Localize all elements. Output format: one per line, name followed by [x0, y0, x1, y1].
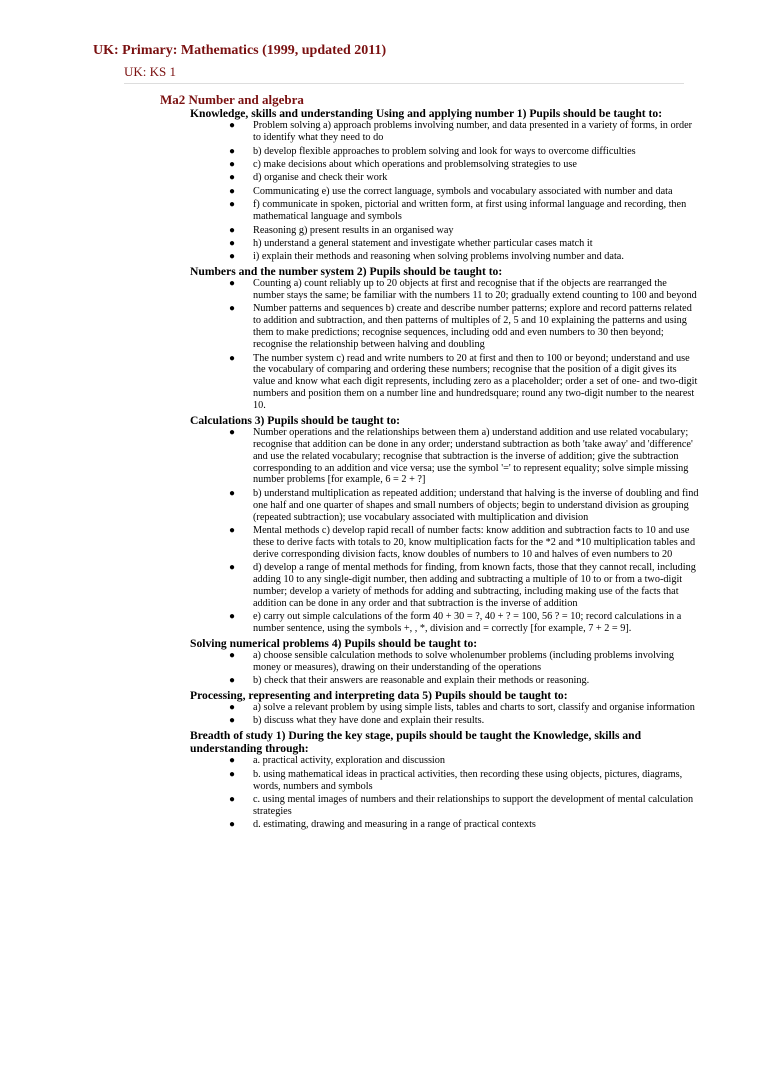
list-item	[190, 353, 700, 413]
bullet-list	[190, 650, 700, 687]
section-heading: Knowledge, skills and understanding Using and applying number 1) Pupils should be taught to:	[190, 107, 663, 120]
divider	[124, 83, 684, 84]
list-item	[190, 794, 700, 818]
list-item-text: b. using mathematical ideas in practical activities, then recording these using objects, pictures, diagrams, words, numbers and symbols	[253, 768, 683, 792]
list-item	[190, 251, 700, 263]
section	[160, 414, 700, 636]
bullet-list	[190, 278, 700, 412]
list-item	[190, 769, 700, 793]
bullet-list	[190, 755, 700, 831]
list-item	[190, 562, 700, 610]
section-heading: Numbers and the number system 2) Pupils should be taught to:	[190, 264, 503, 278]
bullet-icon: ●	[229, 172, 236, 184]
list-item	[190, 650, 700, 674]
list-item-text: b) check that their answers are reasonable and explain their methods or reasoning.	[253, 675, 590, 687]
list-item	[190, 303, 700, 351]
list-item-text: d. estimating, drawing and measuring in a range of practical contexts	[253, 819, 536, 831]
list-item	[190, 819, 700, 831]
list-item	[190, 159, 700, 171]
list-item-text: Communicating e) use the correct language, symbols and vocabulary associated with number and data	[253, 185, 673, 197]
strand-heading: Ma2 Number and algebra	[160, 92, 304, 107]
list-item-text: c. using mental images of numbers and their relationships to support the development of mental calculation strategies	[253, 794, 694, 818]
bullet-list	[190, 120, 700, 263]
list-item-text: f) communicate in spoken, pictorial and written form, at first using informal language and recording, then mathematical language and symbols	[253, 199, 687, 223]
bullet-icon: ●	[229, 303, 236, 315]
bullet-icon: ●	[229, 525, 236, 537]
bullet-icon: ●	[229, 352, 236, 364]
list-item	[190, 488, 700, 524]
list-item-text: c) make decisions about which operations and problemsolving strategies to use	[253, 159, 577, 171]
bullet-icon: ●	[229, 755, 236, 767]
list-item	[190, 611, 700, 635]
list-item	[190, 225, 700, 237]
list-item	[190, 238, 700, 250]
bullet-icon: ●	[229, 611, 236, 623]
bullet-icon: ●	[229, 794, 236, 806]
bullet-icon: ●	[229, 145, 236, 157]
sections-container	[160, 107, 700, 831]
list-item-text: Mental methods c) develop rapid recall of number facts: know addition and subtraction facts to 10 and use these to derive facts with totals to 20, know multiplication facts for the *2 and *10 multiplication tables and derive corresponding division facts, know doubles of numbers to 10 and halves of even numbers to 20	[253, 525, 696, 560]
list-item	[190, 715, 700, 727]
document-title: UK: Primary: Mathematics (1999, updated 2011)	[93, 43, 387, 58]
list-item-text: b) develop flexible approaches to problem solving and look for ways to overcome difficulties	[253, 145, 636, 157]
bullet-icon: ●	[229, 199, 236, 211]
key-stage-subtitle: UK: KS 1	[124, 64, 177, 79]
list-item	[190, 278, 700, 302]
list-item-text: Problem solving a) approach problems involving number, and data presented in a variety of forms, in order to identify what they need to do	[253, 120, 693, 144]
bullet-icon: ●	[229, 715, 236, 727]
list-item-text: h) understand a general statement and investigate whether particular cases match it	[253, 237, 593, 249]
section	[160, 689, 700, 728]
list-item-text: a) choose sensible calculation methods to solve wholenumber problems (including problems involving money or measures), drawing on their understanding of the operations	[253, 650, 675, 673]
section-heading: Calculations 3) Pupils should be taught to:	[190, 413, 401, 427]
list-item-text: d) organise and check their work	[253, 172, 388, 184]
bullet-icon: ●	[229, 251, 236, 263]
bullet-icon: ●	[229, 702, 236, 714]
bullet-icon: ●	[229, 650, 236, 662]
list-item-text: e) carry out simple calculations of the form 40 + 30 = ?, 40 + ? = 100, 56 ? = 10; record calculations in a number sentence, using the symbols +, , *, division and = correctly [for example, 7 + 2 = 9].	[253, 611, 682, 635]
list-item	[190, 172, 700, 184]
bullet-icon: ●	[229, 120, 236, 132]
list-item	[190, 427, 700, 487]
bullet-icon: ●	[229, 159, 236, 171]
list-item-text: i) explain their methods and reasoning when solving problems involving number and data.	[253, 251, 624, 263]
list-item-text: Number operations and the relationships between them a) understand addition and use related vocabulary; recognise that addition can be done in any order; understand subtraction as both 'take away' and 'difference' and use the related vocabulary; recognise that subtraction is the inverse of addition; give the subtraction corresponding to an addition and vice versa; use the symbol '=' to represent equality; solve simple missing number problems [for example, 6 = 2 + ?]	[253, 426, 693, 486]
bullet-icon: ●	[229, 819, 236, 831]
list-item	[190, 186, 700, 198]
list-item	[190, 675, 700, 687]
section	[160, 637, 700, 688]
list-item-text: b) understand multiplication as repeated addition; understand that halving is the inverse of doubling and find one half and one quarter of shapes and small numbers of objects; begin to understand division as grouping (repeated subtraction); use vocabulary associated with multiplication and division	[253, 487, 699, 523]
bullet-icon: ●	[229, 224, 236, 236]
list-item-text: Number patterns and sequences b) create and describe number patterns; explore and record patterns related to addition and subtraction, and then patterns of multiples of 2, 5 and 10 explaining the patterns and using them to make predictions; recognise sequences, including odd and even numbers to 30 then beyond; recognise the relationship between halving and doubling	[253, 303, 692, 351]
list-item	[190, 525, 700, 561]
section-heading: Processing, representing and interpreting data 5) Pupils should be taught to:	[190, 688, 568, 702]
list-item-text: Reasoning g) present results in an organised way	[253, 224, 454, 236]
list-item	[190, 146, 700, 158]
bullet-icon: ●	[229, 675, 236, 687]
bullet-list	[190, 427, 700, 635]
bullet-icon: ●	[229, 768, 236, 780]
bullet-icon: ●	[229, 278, 236, 290]
bullet-icon: ●	[229, 562, 236, 574]
list-item	[190, 199, 700, 223]
list-item	[190, 120, 700, 144]
list-item-text: Counting a) count reliably up to 20 objects at first and recognise that if the objects are rearranged the number stays the same; be familiar with the numbers 11 to 20; gradually extend counting to 100 and beyond	[253, 278, 697, 301]
bullet-icon: ●	[229, 426, 236, 438]
list-item-text: The number system c) read and write numbers to 20 at first and then to 100 or beyond; understand and use the vocabulary of comparing and ordering these numbers; recognise that the position of a digit gives its value and know what each digit represents, including zero as a placeholder; order a set of one- and two-digit numbers and position them on a number line and hundredsquare; round any two-digit number to the nearest 10.	[253, 352, 698, 412]
bullet-icon: ●	[229, 487, 236, 499]
content-area	[160, 92, 700, 833]
section	[160, 107, 700, 263]
list-item-text: d) develop a range of mental methods for finding, from known facts, those that they cannot recall, including adding 10 to any single-digit number, then adding and subtracting a multiple of 10 to or from a two-digit number; develop a variety of methods for adding and subtracting, including making use of the facts that addition can be done in any order and that subtraction is the inverse of addition	[253, 562, 696, 610]
bullet-list	[190, 702, 700, 727]
section-heading: Breadth of study 1) During the key stage, pupils should be taught the Knowledge, skills and understanding through:	[190, 728, 642, 756]
list-item	[190, 755, 700, 767]
list-item	[190, 702, 700, 714]
section-heading: Solving numerical problems 4) Pupils should be taught to:	[190, 636, 478, 650]
bullet-icon: ●	[229, 237, 236, 249]
list-item-text: a. practical activity, exploration and discussion	[253, 755, 446, 767]
section	[160, 729, 700, 832]
list-item-text: a) solve a relevant problem by using simple lists, tables and charts to sort, classify and organise information	[253, 702, 695, 714]
section	[160, 265, 700, 412]
bullet-icon: ●	[229, 185, 236, 197]
list-item-text: b) discuss what they have done and explain their results.	[253, 715, 485, 727]
